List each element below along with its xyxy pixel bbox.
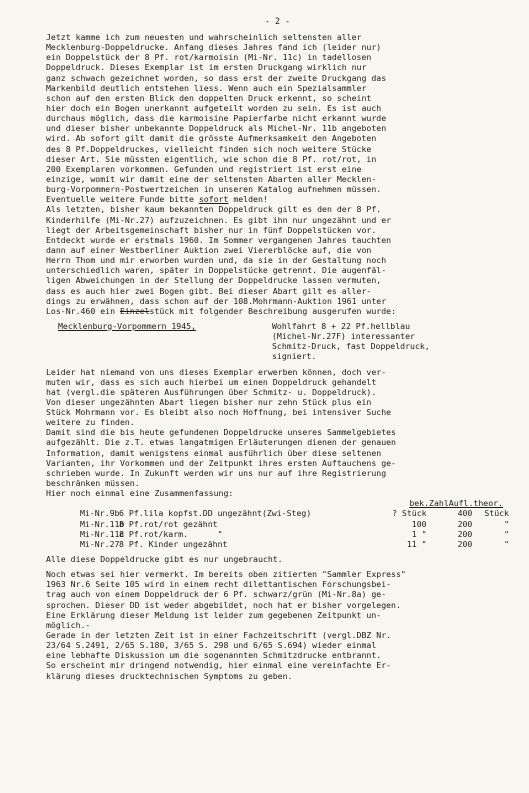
text-line: beschränken müssen. (46, 478, 140, 489)
emphasis-sofort: sofort (198, 194, 229, 205)
table-row (46, 529, 509, 539)
text-line: ligen Abweichungen in der Stellung der Doppeldrucke lassen vermuten, (46, 275, 382, 286)
text-line: Varianten, ihr Vorkommen und der Zeitpunkt ihres ersten Auftauchens ge- (46, 457, 396, 468)
table-cell-nr: Mi-Nr.11c (80, 528, 125, 539)
text-line: So erscheint mir dringend notwendig, hier einmal eine vereinfachte Er- (46, 660, 392, 671)
text-line: klärung dieses drucktechnischen Symptoms zu geben. (46, 670, 293, 681)
paragraph-summary-intro (46, 367, 509, 499)
text-line: Information, damit wenigstens einmal ausführlich über diese seltenen (46, 447, 382, 458)
table-cell-desc: 8 Pf. Kinder ungezähnt (119, 538, 228, 549)
text-line: muten wir, dass es sich auch hierbei um einen Doppeldruck gehandelt (46, 376, 377, 387)
text-line: eine lebhafte Diskussion um die sogenannten Schmitzdrucke entbrannt. (46, 650, 382, 661)
table-cell-bek: 100 (411, 518, 427, 529)
text-line: des 8 Pf.Doppeldruckes, vielleicht finden sich noch weitere Stücke (46, 143, 372, 154)
table-cell-aufl: 200 (457, 538, 473, 549)
table-row (46, 539, 509, 549)
text-line: Kinderhilfe (Mi-Nr.27) aufzuzeichnen. Es gibt ihn nur ungezähnt und er (46, 214, 392, 225)
text-line: liegt der Arbeitsgemeinschaft bisher nur in fünf Doppelstücken vor. (46, 224, 377, 235)
text-line: Stück Mohrmann vor. Es bleibt also noch Hoffnung, bei intensiver Suche (46, 407, 392, 418)
header-bek-zahl: bek.Zahl (409, 498, 449, 509)
table-row (46, 508, 509, 518)
text-line: Doppeldruck. Dieses Exemplar ist im ersten Druckgang wirklich nur (46, 62, 367, 73)
table-cell-unit: " (504, 518, 509, 529)
text-line: dings zu erwähnen, dass schon auf der 108.Mohrmann-Auktion 1961 unter (46, 295, 387, 306)
text-line: Hier noch einmal eine Zusammenfassung: (46, 488, 234, 499)
table-cell-bek: 11 " (406, 538, 427, 549)
text-line: dieser Art. Sie müssten eigentlich, wie schon die 8 Pf. rot/rot, in (46, 153, 377, 164)
text-line: Entdeckt wurde er erstmals 1960. Im Sommer vergangenen Jahres tauchten (46, 234, 392, 245)
table-cell-nr: Mi-Nr.27 (80, 538, 120, 549)
text-line: 200 Exemplaren vorkommen. Gefunden und registriert ist erst eine (46, 163, 362, 174)
text-line: durchaus möglich, dass die karmoisine Papierfarbe nicht erkannt wurde (46, 113, 387, 124)
table-cell-aufl: 400 (457, 508, 473, 519)
table-cell-desc: 8 Pf.rot/rot gezähnt (119, 518, 218, 529)
table-cell-desc: 6 Pf.lila kopfst.DD ungezähnt(Zwi-Steg) (119, 508, 312, 519)
text-line: 1963 Nr.6 Seite 105 wird in einem recht dilettantischen Forschungsbei- (46, 579, 392, 590)
auction-quote (46, 321, 509, 331)
quote-continuation (46, 331, 509, 361)
text-line: Eventuelle weitere Funde bitte sofort melden! (46, 194, 268, 205)
table-cell-unit: " (504, 528, 509, 539)
text-line: trag auch von einem Doppeldruck der 6 Pf. schwarz/grün (Mi-Nr.8a) ge- (46, 589, 387, 600)
text-line: weitere zu finden. (46, 417, 135, 428)
table-cell-desc: 8 Pf.rot/karm. " (119, 528, 223, 539)
text-line: möglich.- (46, 619, 91, 630)
paragraph-kinderhilfe (46, 204, 509, 305)
text-line: dass es auch hier zwei Bogen gibt. Bei dieser Abart gilt es aller- (46, 285, 372, 296)
text-line: Als letzten, bisher kaum bekannten Doppeldruck gilt es den der 8 Pf. (46, 204, 382, 215)
text-line: Leider hat niemand von uns dieses Exemplar erwerben können, doch ver- (46, 366, 387, 377)
text-line: einzige, womit wir damit eine der seltensten Abarten aller Mecklen- (46, 173, 377, 184)
table-cell-aufl: 200 (457, 528, 473, 539)
text-line: Damit sind die bis heute gefundenen Doppeldrucke unseres Sammelgebietes (46, 427, 396, 438)
text-line: 23/64 S.2491, 2/65 S.180, 3/65 S. 298 und 6/65 S.694) wieder einmal (46, 640, 377, 651)
text-line: aufgezählt. Die z.T. etwas langatmigen Erläuterungen dienen der genauen (46, 437, 396, 448)
text-line: Mecklenburg-Doppeldrucke. Anfang dieses Jahres fand ich (leider nur) (46, 42, 382, 53)
text-line: wird. Ab sofort gilt damit die grösste Aufmerksamkeit den Angeboten (46, 133, 377, 144)
text-line: Jetzt kamme ich zum neuesten und wahrscheinlich seltensten aller (46, 32, 362, 42)
table-cell-unit: Stück (484, 508, 509, 519)
table-cell-bek: 1 " (411, 528, 427, 539)
text-line: Eine Erklärung dieser Meldung ist leider zum gegebenen Zeitpunkt un- (46, 609, 382, 620)
text-line: schrieben wurde. In Zukunft werden wir uns nur auf ihre Registrierung (46, 467, 387, 478)
table-cell-nr: Mi-Nr.11b (80, 518, 125, 529)
quote-heading: Mecklenburg-Vorpommern 1945, (58, 320, 197, 331)
quote-line: Schmitz-Druck, fast Doppeldruck, (272, 341, 430, 352)
table-cell-nr: Mi-Nr.9b (80, 508, 120, 519)
text-line: ganz schwach gezeichnet worden, so dass erst der zweite Druckgang das (46, 72, 387, 83)
page-number: - 2 - (264, 16, 291, 26)
table-row (46, 519, 509, 529)
text-line: Markenbild deutlich entstehen liess. Wenn auch ein Spezialsammler (46, 82, 367, 93)
header-aufl-theor: Aufl.theor. (448, 498, 503, 509)
text-line: Gerade in der letzten Zeit ist in einer Fachzeitschrift (vergl.DBZ Nr. (46, 630, 392, 641)
text-line: unterschiedlich waren, später in Doppelstücke getrennt. Die augenfäl- (46, 265, 387, 276)
text-line: schon auf den ersten Blick den doppelten Druck erkennt, so scheint (46, 92, 372, 103)
text-line: und dieser bisher unbekannte Doppeldruck als Michel-Nr. 11b angeboten (46, 123, 387, 134)
text-line: Herrn Thom und mir erworben wurden und, da sie in der Gestaltung noch (46, 255, 387, 266)
struck-word: Einzel (119, 305, 150, 316)
text-line: dann auf einer Westberliner Auktion zwei Viererblöcke auf, die von (46, 244, 372, 255)
quote-line: (Michel-Nr.27F) interessanter (272, 331, 415, 342)
summary-table (46, 498, 509, 549)
text-line: burg-Vorpommern-Postwertzeichen in unseren Katalog aufnehmen müssen. (46, 184, 382, 195)
table-cell-aufl: 200 (457, 518, 473, 529)
text-line: ein Doppelstück der 8 Pf. rot/karmoisin (Mi-Nr. 11c) in tadellosen (46, 52, 372, 63)
table-header (46, 498, 509, 508)
text-line: hat (vergl.die späteren Ausführungen über Schmitz- u. Doppeldruck). (46, 386, 377, 397)
paragraph-schmitzdrucke (46, 569, 509, 681)
text-line: hier doch ein Bogen unerkannt aufgeteilt worden zu sein. Es ist auch (46, 102, 382, 113)
text-line: sprochen. Dieser DD ist weder abgebildet, noch hat er bisher vorgelegen. (46, 599, 401, 610)
text-line: Von dieser ungezähnten Abart liegen bisher nur zehn Stück plus ein (46, 396, 372, 407)
table-cell-unit: " (504, 538, 509, 549)
text-line: Noch etwas sei hier vermerkt. Im bereits oben zitierten "Sammler Express" (46, 569, 406, 580)
quote-line: Wohlfahrt 8 + 22 Pf.hellblau (272, 320, 411, 331)
quote-line: signiert. (272, 351, 317, 362)
table-cell-bek: ? Stück (392, 508, 427, 519)
paragraph-doppeldruck-8pf (46, 32, 509, 194)
paragraph-ungebraucht: Alle diese Doppeldrucke gibt es nur ungebraucht. (46, 554, 283, 565)
text-line: Los-Nr.460 ein Einzelstück mit folgender Beschreibung ausgerufen wurde: (46, 305, 396, 316)
